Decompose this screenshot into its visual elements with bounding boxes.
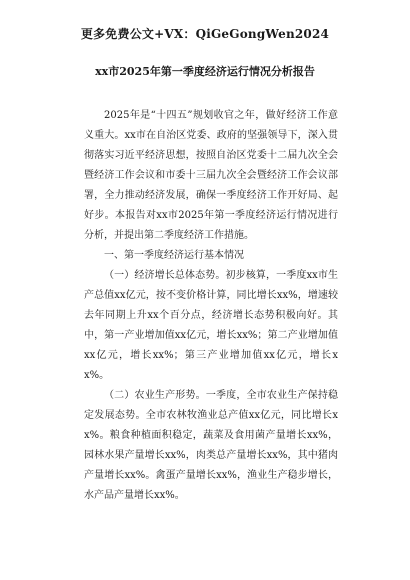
agriculture-paragraph: （二）农业生产形势。一季度，全市农业生产保持稳定发展态势。全市农林牧渔业总产值xx亿元，同比增长xx%。粮食种植面积稳定，蔬菜及食用菌产量增长xx%，园林水果产量增长xx%，肉类总产量增长xx%，其中猪肉产量增长xx%。禽蛋产量增长xx%，渔业生产稳步增长，水产品产量增长xx%。 [84,390,338,501]
document-body [84,106,338,506]
economic-growth-paragraph: （一）经济增长总体态势。初步核算，一季度xx市生产总值xx亿元，按不变价格计算，同比增长xx%，增速较去年同期上升xx个百分点，经济增长态势积极向好。其中，第一产业增加值xx亿元，增长xx%；第二产业增加值xx亿元，增长xx%；第三产业增加值xx亿元，增长xx%。 [84,270,338,381]
promo-banner: 更多免费公文+VX：QiGeGongWen2024 [80,27,330,41]
document-title: xx市2025年第一季度经济运行情况分析报告 [95,65,315,78]
intro-paragraph: 2025年是“十四五”规划收官之年，做好经济工作意义重大。xx市在自治区党委、政府的坚强领导下，深入贯彻落实习近平经济思想，按照自治区党委十二届九次全会暨经济工作会议和市委十三届九次全会暨经济工作会议部署，全力推动经济发展，确保一季度经济工作开好局、起好步。本报告对xx市2025年第一季度经济运行情况进行分析，并提出第二季度经济工作措施。 [84,110,338,241]
section-heading: 一、第一季度经济运行基本情况 [104,250,244,261]
